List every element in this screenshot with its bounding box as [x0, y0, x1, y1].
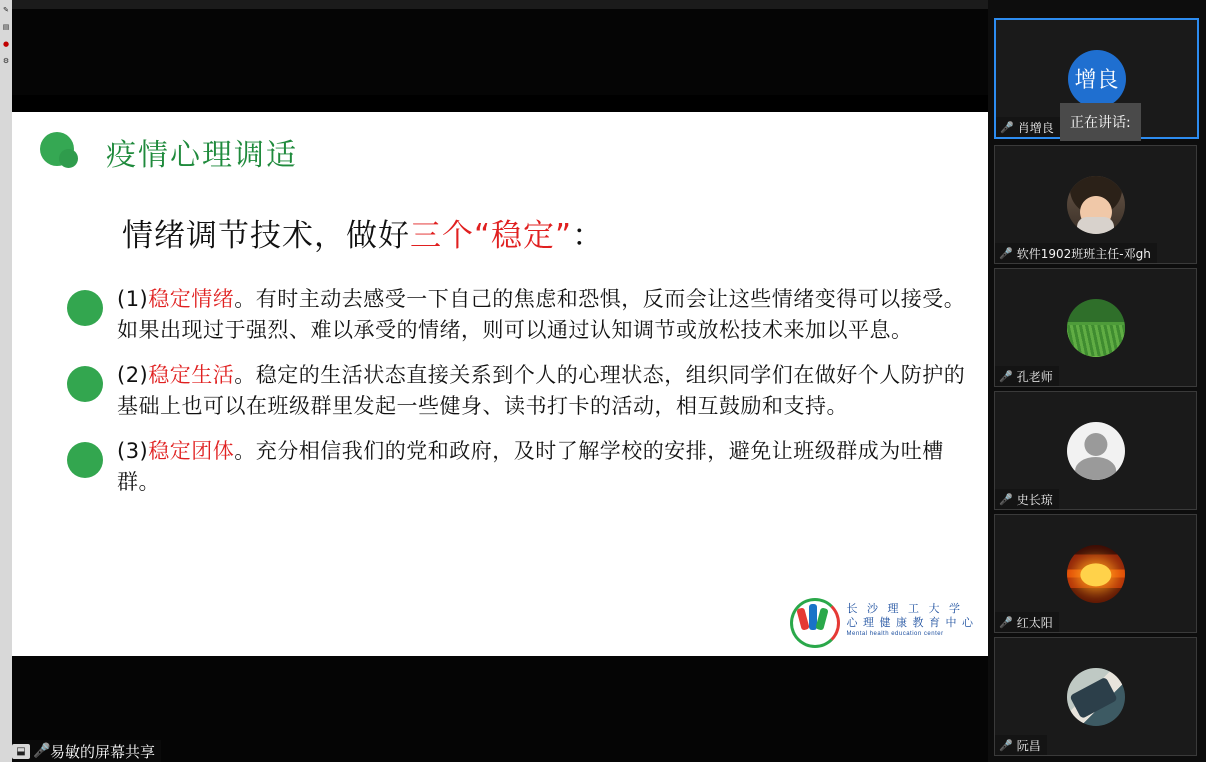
avatar	[1067, 299, 1125, 357]
annotate-pen-icon[interactable]: ✎	[3, 6, 9, 14]
presentation-slide	[12, 112, 988, 656]
list-item-text	[117, 360, 967, 422]
avatar	[1067, 422, 1125, 480]
slide-title-row	[40, 130, 298, 174]
avatar	[1067, 545, 1125, 603]
slide-title: 疫情心理调适	[106, 138, 298, 173]
participant-name-bar	[995, 243, 1157, 263]
bullet-dot-icon	[67, 366, 103, 402]
participant-name-bar	[996, 117, 1060, 137]
slide-title-bullet-icon	[40, 132, 86, 172]
list-item-highlight: 稳定团体	[148, 439, 235, 463]
slide-subtitle	[122, 210, 604, 255]
bullet-dot-icon	[67, 442, 103, 478]
participant-name-bar	[995, 366, 1059, 386]
avatar: 增良	[1068, 50, 1126, 108]
participant-name-bar	[995, 612, 1059, 632]
mic-icon: 🎤	[999, 369, 1013, 383]
participant-name-bar	[995, 735, 1047, 755]
logo-line-2: 心 理 健 康 教 育 中 心	[846, 615, 974, 629]
list-item-text	[117, 284, 967, 346]
slide-subtitle-suffix: ：	[572, 218, 605, 254]
slide-subtitle-prefix: 情绪调节技术，做好	[122, 218, 410, 254]
slide-subtitle-highlight: 三个“稳定”	[410, 218, 573, 254]
active-speaker-toast: 正在讲话:	[1060, 103, 1141, 141]
participant-name: 孔老师	[1016, 369, 1053, 384]
list-item-index: (3)	[117, 439, 149, 463]
share-status-bar	[12, 740, 161, 762]
avatar	[1067, 668, 1125, 726]
bullet-dot-icon	[67, 290, 103, 326]
share-letterbox-top	[12, 9, 988, 95]
shared-screen-area	[12, 0, 988, 762]
logo-line-3: Mental health education center	[846, 630, 944, 637]
share-status-text: 易敏的屏幕共享	[50, 742, 156, 761]
list-item	[67, 360, 967, 422]
mic-icon: 🎤	[1000, 120, 1014, 134]
list-item	[67, 284, 967, 346]
list-item-text	[117, 436, 967, 498]
settings-icon[interactable]: ⚙	[2, 57, 10, 65]
avatar	[1067, 176, 1125, 234]
participant-name: 红太阳	[1016, 615, 1053, 630]
document-icon[interactable]: ▤	[2, 23, 10, 31]
list-item-highlight: 稳定生活	[148, 363, 235, 387]
list-item-body: 。有时主动去感受一下自己的焦虑和恐惧，反而会让这些情绪变得可以接受。如果出现过于强烈、难以承受的情绪，则可以通过认知调节或放松技术来加以平息。	[117, 287, 966, 342]
mic-icon: 🎤	[999, 615, 1013, 629]
microphone-icon[interactable]: 🎤	[33, 742, 51, 759]
mic-icon: 🎤	[999, 738, 1013, 752]
participant-tile[interactable]	[994, 268, 1197, 387]
mic-icon: 🎤	[999, 492, 1013, 506]
list-item-highlight: 稳定情绪	[148, 287, 235, 311]
mic-icon: 🎤	[999, 246, 1013, 260]
list-item	[67, 436, 967, 498]
organization-logo	[787, 596, 974, 644]
list-item-body: 。稳定的生活状态直接关系到个人的心理状态，组织同学们在做好个人防护的基础上也可以在班级群里发起一些健身、读书打卡的活动，相互鼓励和支持。	[117, 363, 966, 418]
logo-line-1: 长 沙 理 工 大 学	[846, 602, 963, 615]
screen-share-icon[interactable]: ⬓	[12, 744, 30, 759]
logo-text	[847, 602, 974, 638]
list-item-index: (1)	[117, 287, 149, 311]
participant-tile[interactable]	[994, 637, 1197, 756]
participant-name: 肖增良	[1017, 120, 1054, 135]
participant-name: 史长琼	[1016, 492, 1053, 507]
record-icon[interactable]: ●	[2, 40, 10, 48]
participant-tile[interactable]	[994, 391, 1197, 510]
participant-tile[interactable]	[994, 514, 1197, 633]
list-item-body: 。充分相信我们的党和政府，及时了解学校的安排，避免让班级群成为吐槽群。	[117, 439, 944, 494]
share-top-bar	[12, 0, 988, 9]
participant-tile[interactable]	[994, 145, 1197, 264]
participant-name: 阮昌	[1016, 738, 1041, 753]
participant-name: 软件1902班班主任-邓gh	[1016, 246, 1151, 261]
participant-name-bar	[995, 489, 1059, 509]
list-item-index: (2)	[117, 363, 149, 387]
logo-mark-icon	[787, 596, 839, 644]
slide-bullet-list	[67, 284, 967, 512]
